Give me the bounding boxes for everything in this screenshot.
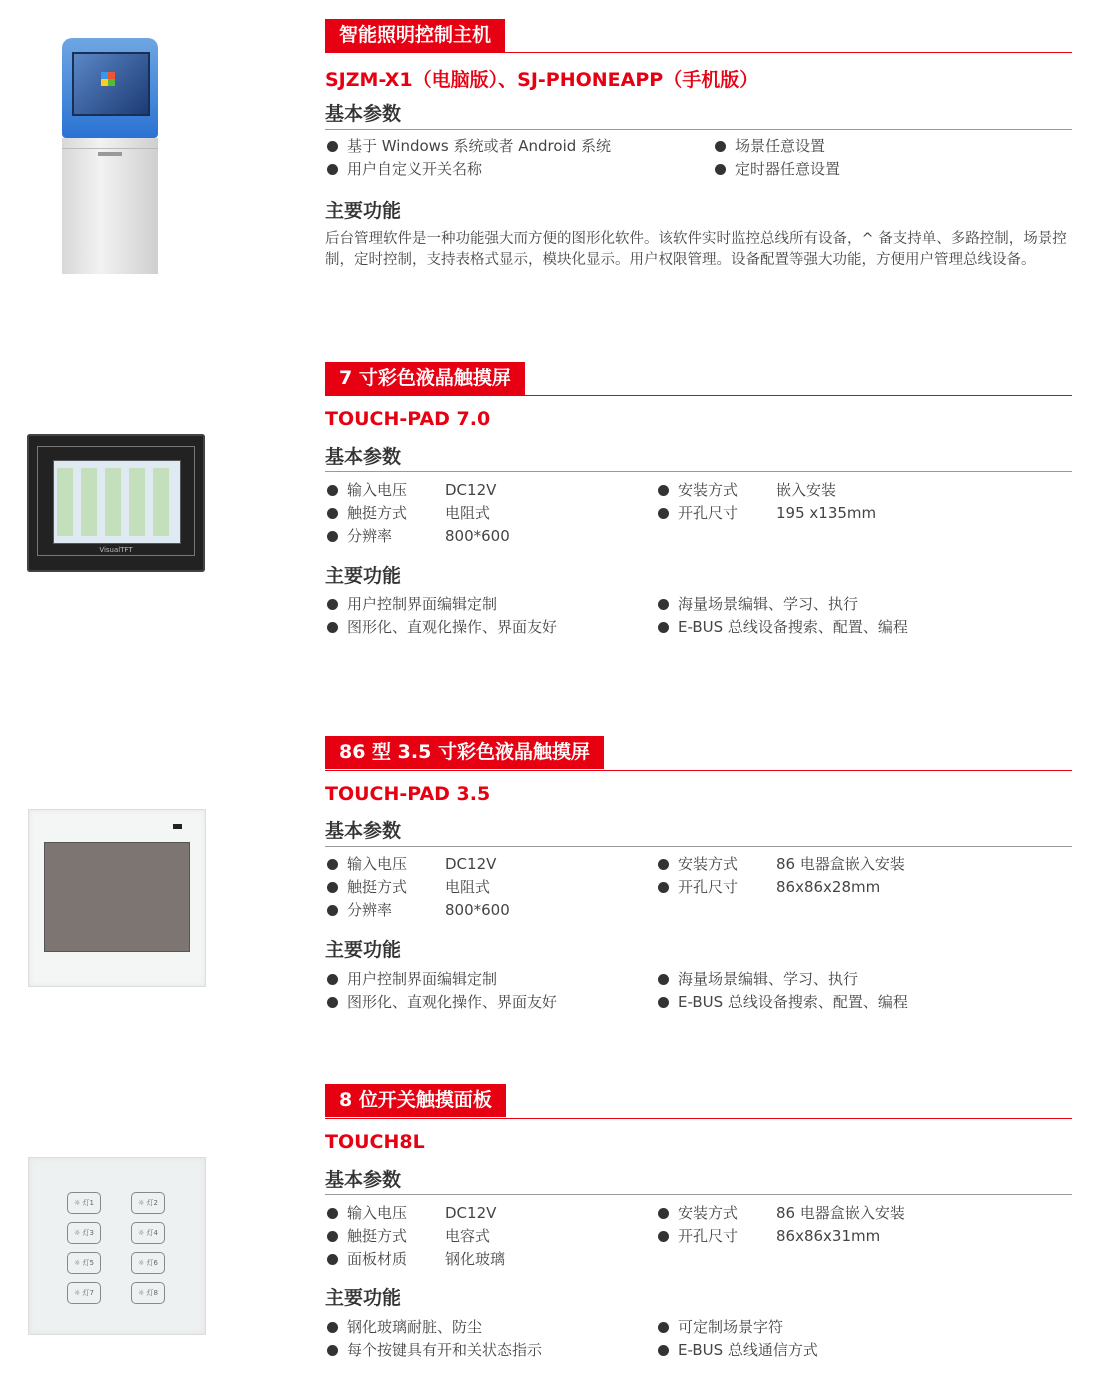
func-left	[327, 1316, 542, 1362]
heading-rule	[325, 1194, 1072, 1195]
list-item: 图形化、直观化操作、界面友好	[327, 991, 557, 1014]
params-left	[327, 135, 611, 181]
panel-button-1: ☼ 灯1	[67, 1192, 101, 1214]
panel-button-4: ☼ 灯4	[131, 1222, 165, 1244]
bullet-icon	[327, 1345, 338, 1356]
bullet-icon	[658, 974, 669, 985]
bullet-icon	[327, 508, 338, 519]
func-right	[658, 968, 908, 1014]
bullet-icon	[327, 599, 338, 610]
title-rule	[325, 395, 1072, 396]
bullet-icon	[327, 141, 338, 152]
bullet-icon	[327, 905, 338, 916]
bullet-icon	[658, 485, 669, 496]
touchpad-7-image	[27, 434, 205, 572]
section-title: 8 位开关触摸面板	[325, 1084, 506, 1117]
params-heading: 基本参数	[325, 103, 402, 125]
heading-rule	[325, 846, 1072, 847]
params-right	[658, 479, 876, 525]
panel-button-8: ☼ 灯8	[131, 1282, 165, 1304]
title-rule	[325, 1118, 1072, 1119]
params-right	[658, 1202, 905, 1248]
kiosk-image	[58, 38, 163, 278]
section-title: 智能照明控制主机	[325, 19, 505, 52]
list-item: 开孔尺寸 86x86x28mm	[658, 876, 905, 899]
list-item: 分辨率 800*600	[327, 899, 510, 922]
func-right	[658, 593, 908, 639]
bullet-icon	[327, 882, 338, 893]
bullet-icon	[327, 1254, 338, 1265]
model-name: TOUCH8L	[325, 1131, 425, 1153]
func-left	[327, 968, 557, 1014]
touchpad-35-image	[28, 809, 206, 987]
func-heading: 主要功能	[325, 939, 402, 961]
func-heading: 主要功能	[325, 565, 402, 587]
list-item: E-BUS 总线设备搜索、配置、编程	[658, 616, 908, 639]
params-left	[327, 853, 510, 922]
bullet-icon	[327, 531, 338, 542]
heading-rule	[325, 129, 1072, 130]
title-rule	[325, 52, 1072, 53]
bullet-icon	[327, 1231, 338, 1242]
list-item: 分辨率 800*600	[327, 525, 510, 548]
params-left	[327, 479, 510, 548]
list-item: 开孔尺寸 195 x135mm	[658, 502, 876, 525]
section-title: 7 寸彩色液晶触摸屏	[325, 362, 525, 395]
params-left	[327, 1202, 505, 1271]
list-item: 场景任意设置	[715, 135, 840, 158]
panel-button-7: ☼ 灯7	[67, 1282, 101, 1304]
list-item: 海量场景编辑、学习、执行	[658, 968, 908, 991]
panel-button-5: ☼ 灯5	[67, 1252, 101, 1274]
list-item: 安装方式 嵌入安装	[658, 479, 876, 502]
func-heading: 主要功能	[325, 200, 402, 222]
bullet-icon	[658, 1231, 669, 1242]
list-item: 触挺方式 电阻式	[327, 502, 510, 525]
bullet-icon	[327, 997, 338, 1008]
bullet-icon	[327, 1322, 338, 1333]
switch-panel-image	[28, 1157, 206, 1335]
bullet-icon	[658, 599, 669, 610]
heading-rule	[325, 471, 1072, 472]
list-item: 图形化、直观化操作、界面友好	[327, 616, 557, 639]
model-name: TOUCH-PAD 3.5	[325, 783, 491, 805]
list-item: 触挺方式 电阻式	[327, 876, 510, 899]
params-heading: 基本参数	[325, 446, 402, 468]
list-item: 开孔尺寸 86x86x31mm	[658, 1225, 905, 1248]
bullet-icon	[327, 974, 338, 985]
list-item: E-BUS 总线通信方式	[658, 1339, 818, 1362]
panel-button-2: ☼ 灯2	[131, 1192, 165, 1214]
func-heading: 主要功能	[325, 1287, 402, 1309]
bullet-icon	[658, 882, 669, 893]
params-right	[658, 853, 905, 899]
bullet-icon	[327, 859, 338, 870]
screen-label: VisualTFT	[99, 546, 133, 554]
list-item: 可定制场景字符	[658, 1316, 818, 1339]
list-item: 触挺方式 电容式	[327, 1225, 505, 1248]
params-heading: 基本参数	[325, 1169, 402, 1191]
bullet-icon	[658, 1345, 669, 1356]
list-item: 用户控制界面编辑定制	[327, 593, 557, 616]
list-item: 输入电压 DC12V	[327, 479, 510, 502]
list-item: 用户自定义开关名称	[327, 158, 611, 181]
bullet-icon	[658, 622, 669, 633]
params-heading: 基本参数	[325, 820, 402, 842]
func-right	[658, 1316, 818, 1362]
bullet-icon	[658, 508, 669, 519]
product-section-1	[0, 0, 1100, 330]
list-item: 基于 Windows 系统或者 Android 系统	[327, 135, 611, 158]
list-item: 安装方式 86 电器盒嵌入安装	[658, 853, 905, 876]
list-item: 每个按键具有开和关状态指示	[327, 1339, 542, 1362]
bullet-icon	[658, 997, 669, 1008]
title-rule	[325, 770, 1072, 771]
func-left	[327, 593, 557, 639]
bullet-icon	[658, 1208, 669, 1219]
list-item: 定时器任意设置	[715, 158, 840, 181]
bullet-icon	[327, 622, 338, 633]
list-item: E-BUS 总线设备搜索、配置、编程	[658, 991, 908, 1014]
list-item: 安装方式 86 电器盒嵌入安装	[658, 1202, 905, 1225]
model-name: TOUCH-PAD 7.0	[325, 408, 491, 430]
params-right	[715, 135, 840, 181]
list-item: 输入电压 DC12V	[327, 1202, 505, 1225]
list-item: 用户控制界面编辑定制	[327, 968, 557, 991]
panel-button-6: ☼ 灯6	[131, 1252, 165, 1274]
bullet-icon	[327, 1208, 338, 1219]
description: 后台管理软件是一种功能强大而方便的图形化软件。该软件实时监控总线所有设备，^ 备支持单、多路控制，场景控制，定时控制，支持表格式显示，模块化显示。用户权限管理。设备配置等强大功能，方便用户管理总线设备。	[325, 231, 1067, 268]
bullet-icon	[715, 164, 726, 175]
bullet-icon	[327, 485, 338, 496]
panel-button-3: ☼ 灯3	[67, 1222, 101, 1244]
bullet-icon	[658, 1322, 669, 1333]
list-item: 输入电压 DC12V	[327, 853, 510, 876]
bullet-icon	[327, 164, 338, 175]
bullet-icon	[658, 859, 669, 870]
list-item: 钢化玻璃耐脏、防尘	[327, 1316, 542, 1339]
list-item: 海量场景编辑、学习、执行	[658, 593, 908, 616]
model-name: SJZM-X1（电脑版）、SJ-PHONEAPP（手机版）	[325, 69, 759, 91]
section-title: 86 型 3.5 寸彩色液晶触摸屏	[325, 736, 604, 769]
list-item: 面板材质 钢化玻璃	[327, 1248, 505, 1271]
bullet-icon	[715, 141, 726, 152]
